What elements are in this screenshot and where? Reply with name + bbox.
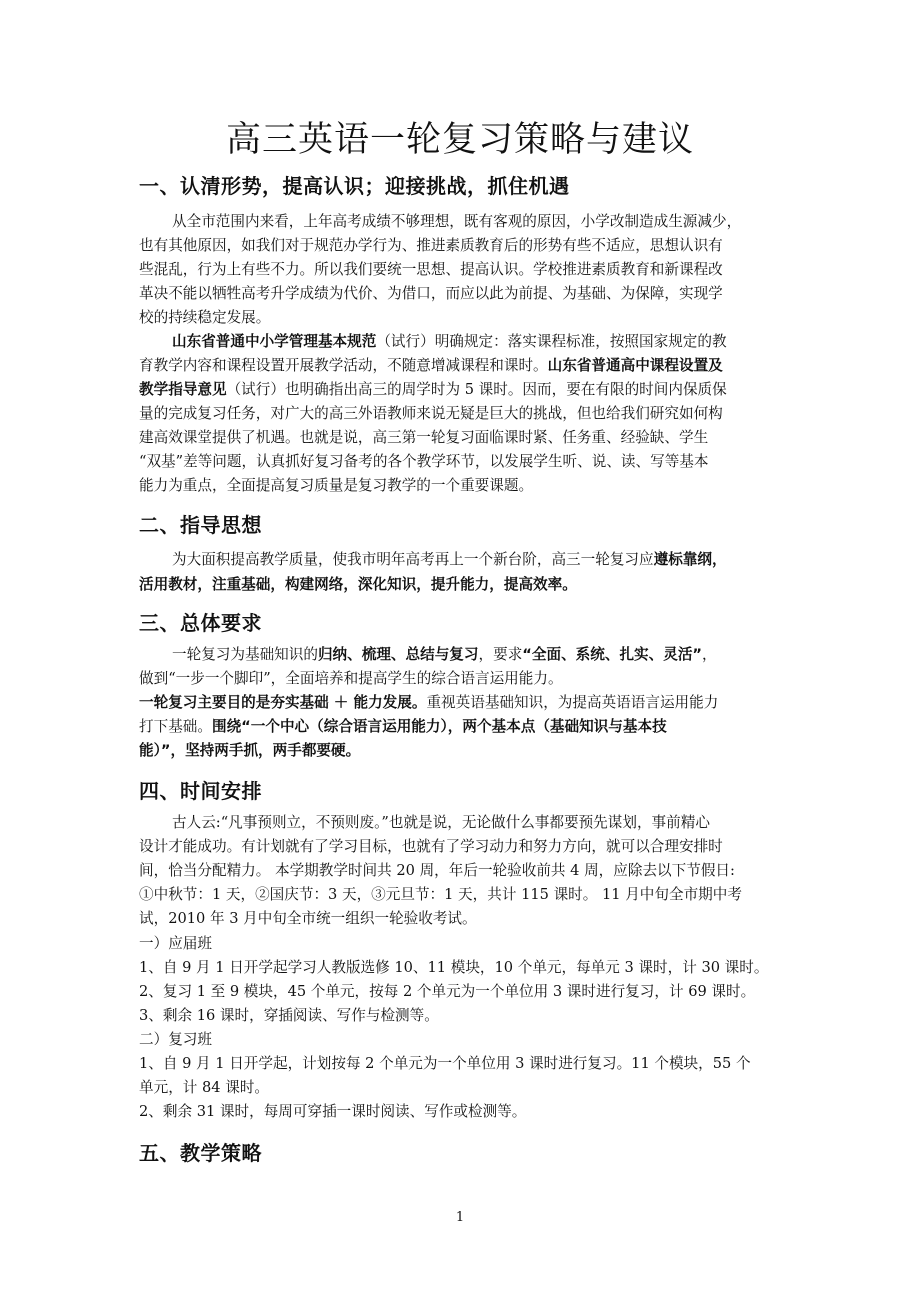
text-run: （试行）明确规定：落实课程标准，按照国家规定的教 (376, 333, 727, 350)
paragraph-line (139, 356, 723, 376)
paragraph-line: 设计才能成功。有计划就有了学习目标，也就有了学习动力和努力方向，就可以合理安排时 (139, 838, 723, 855)
paragraph-line (139, 741, 360, 761)
paragraph-line: 也有其他原因，如我们对于规范办学行为、推进素质教育后的形势有些不适应，思想认识有 (139, 237, 723, 254)
paragraph-line (139, 693, 718, 713)
bold-text: 山东省普通高中课程设置及 (547, 357, 723, 374)
paragraph-line: 校的持续稳定发展。 (139, 309, 271, 326)
section-1-heading: 一、认清形势，提高认识；迎接挑战，抓住机遇 (139, 174, 570, 198)
bold-text: 活用教材，注重基础，构建网络，深化知识，提升能力，提高效率。 (139, 576, 577, 593)
paragraph-line: 量的完成复习任务，对广大的高三外语教师来说无疑是巨大的挑战，但也给我们研究如何构 (139, 405, 723, 422)
bold-text: 围绕“一个中心（综合语言运用能力），两个基本点（基础知识与基本技 (211, 718, 667, 735)
text-run: 一轮复习为基础知识的 (172, 646, 318, 663)
list-item: 1、自 9 月 1 日开学起学习人教版选修 10、11 模块，10 个单元，每单元 3 课时，计 30 课时。 (139, 959, 769, 976)
paragraph-line: 间，恰当分配精力。 本学期教学时间共 20 周，年后一轮验收前共 4 周，应除去以下节假日: (139, 862, 735, 879)
section-3-heading: 三、总体要求 (139, 611, 262, 635)
text-run: （试行）也明确指出高三的周学时为 5 课时。因而，要在有限的时间内保质保 (226, 381, 727, 398)
text-run: ，要求 (478, 646, 523, 663)
text-run: 育教学内容和课程设置开展教学活动，不随意增减课程和课时。 (139, 357, 548, 374)
page-number: 1 (455, 1210, 465, 1225)
paragraph-line: 建高效课堂提供了机遇。也就是说，高三第一轮复习面临课时紧、任务重、经验缺、学生 (139, 429, 709, 446)
paragraph-line (172, 332, 727, 352)
paragraph-line (139, 575, 577, 595)
bold-text: 山东省普通中小学管理基本规范 (172, 333, 377, 350)
paragraph-line (139, 717, 667, 737)
paragraph-line: 试，2010 年 3 月中旬全市统一组织一轮验收考试。 (139, 910, 477, 927)
list-item: 单元，计 84 课时。 (139, 1079, 270, 1096)
bold-text: 能）”，坚持两手抓，两手都要硬。 (139, 742, 361, 759)
paragraph-line (172, 550, 727, 570)
section-5-heading: 五、教学策略 (139, 1141, 262, 1165)
paragraph-line: ①中秋节：1 天，②国庆节：3 天，③元旦节：1 天，共计 115 课时。 11 月中旬全市期中考 (139, 886, 742, 903)
bold-text: 教学指导意见 (139, 381, 227, 398)
paragraph-line: “双基”差等问题，认真抓好复习备考的各个教学环节，以发展学生听、说、读、写等基本 (139, 453, 709, 470)
list-item: 1、自 9 月 1 日开学起，计划按每 2 个单元为一个单位用 3 课时进行复习。11 个模块，55 个 (139, 1055, 751, 1072)
subheading: 一）应届班 (139, 935, 212, 952)
list-item: 3、剩余 16 课时，穿插阅读、写作与检测等。 (139, 1007, 439, 1024)
section-2-heading: 二、指导思想 (139, 513, 262, 537)
bold-text: 一轮复习主要目的是夯实基础 ＋ 能力发展。 (139, 694, 427, 711)
paragraph-line (139, 380, 727, 400)
list-item: 2、剩余 31 课时，每周可穿插一课时阅读、写作或检测等。 (139, 1103, 527, 1120)
text-run: 打下基础。 (139, 718, 212, 735)
list-item: 2、复习 1 至 9 模块，45 个单元，按每 2 个单元为一个单位用 3 课时进行复习，计 69 课时。 (139, 983, 756, 1000)
paragraph-line: 能力为重点，全面提高复习质量是复习教学的一个重要课题。 (139, 477, 534, 494)
page-title: 高三英语一轮复习策略与建议 (225, 120, 694, 160)
bold-text: 归纳、梳理、总结与复习 (317, 646, 479, 663)
bold-text: “全面、系统、扎实、灵活” (522, 646, 703, 663)
paragraph-line: 做到“一步一个脚印”，全面培养和提高学生的综合语言运用能力。 (139, 670, 563, 687)
paragraph-line: 古人云:“凡事预则立，不预则废。”也就是说，无论做什么事都要预先谋划，事前精心 (172, 814, 710, 831)
section-4-heading: 四、时间安排 (139, 779, 262, 803)
paragraph-line: 革决不能以牺牲高考升学成绩为代价、为借口，而应以此为前提、为基础、为保障，实现学 (139, 285, 723, 302)
text-run: 为大面积提高教学质量，使我市明年高考再上一个新台阶，高三一轮复习应 (172, 551, 654, 568)
text-run: 重视英语基础知识，为提高英语语言运用能力 (426, 694, 719, 711)
paragraph-line: 些混乱，行为上有些不力。所以我们要统一思想、提高认识。学校推进素质教育和新课程改 (139, 261, 723, 278)
bold-text: 遵标靠纲， (653, 551, 727, 568)
text-run: ， (702, 646, 717, 663)
paragraph-line (172, 645, 717, 665)
paragraph-line: 从全市范围内来看，上年高考成绩不够理想，既有客观的原因，小学改制造成生源减少， (172, 213, 742, 230)
subheading: 二）复习班 (139, 1031, 212, 1048)
